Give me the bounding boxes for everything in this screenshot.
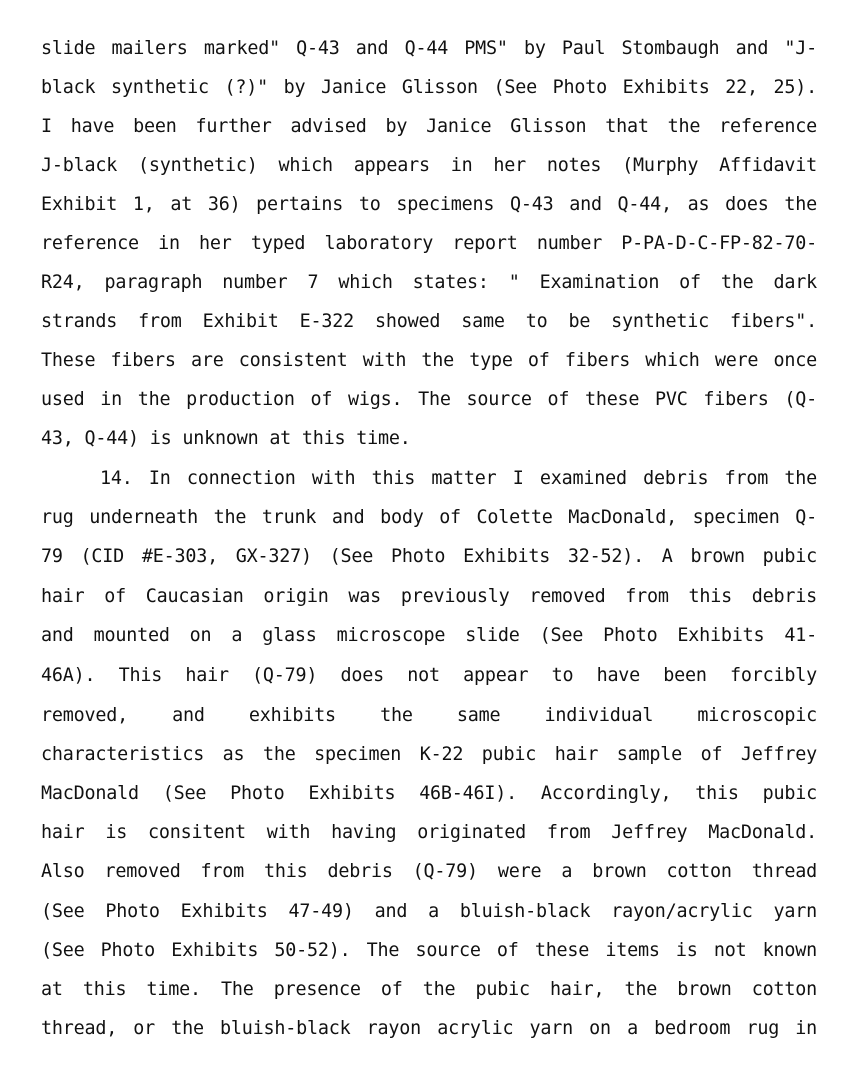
text-line-12: 14. In connection with this matter I examined debris from the xyxy=(100,468,817,489)
text-line-18: removed, and exhibits the same individual microscopic xyxy=(41,705,817,726)
text-line-9: These fibers are consistent with the type of fibers which were once xyxy=(41,350,817,371)
text-line-6: reference in her typed laboratory report number P-PA-D-C-FP-82-70- xyxy=(41,233,817,254)
text-line-1: slide mailers marked" Q-43 and Q-44 PMS" by Paul Stombaugh and "J- xyxy=(41,38,817,59)
text-line-3: I have been further advised by Janice Glisson that the reference xyxy=(41,116,817,137)
text-line-15: hair of Caucasian origin was previously removed from this debris xyxy=(41,586,817,607)
text-line-10: used in the production of wigs. The source of these PVC fibers (Q- xyxy=(41,389,817,410)
text-line-24: (See Photo Exhibits 50-52). The source of these items is not known xyxy=(41,940,817,961)
text-line-19: characteristics as the specimen K-22 pubic hair sample of Jeffrey xyxy=(41,744,817,765)
text-line-26: thread, or the bluish-black rayon acrylic yarn on a bedroom rug in xyxy=(41,1018,817,1039)
text-line-11: 43, Q-44) is unknown at this time. xyxy=(41,428,411,449)
text-line-8: strands from Exhibit E-322 showed same to be synthetic fibers". xyxy=(41,311,817,332)
text-line-14: 79 (CID #E-303, GX-327) (See Photo Exhibits 32-52). A brown pubic xyxy=(41,546,817,567)
text-line-22: Also removed from this debris (Q-79) were a brown cotton thread xyxy=(41,861,817,882)
text-line-21: hair is consitent with having originated from Jeffrey MacDonald. xyxy=(41,822,817,843)
text-line-2: black synthetic (?)" by Janice Glisson (See Photo Exhibits 22, 25). xyxy=(41,77,817,98)
text-line-16: and mounted on a glass microscope slide (See Photo Exhibits 41- xyxy=(41,625,817,646)
text-line-20: MacDonald (See Photo Exhibits 46B-46I). Accordingly, this pubic xyxy=(41,783,817,804)
text-line-13: rug underneath the trunk and body of Colette MacDonald, specimen Q- xyxy=(41,507,817,528)
text-line-5: Exhibit 1, at 36) pertains to specimens Q-43 and Q-44, as does the xyxy=(41,194,817,215)
text-line-4: J-black (synthetic) which appears in her notes (Murphy Affidavit xyxy=(41,155,817,176)
text-line-25: at this time. The presence of the pubic hair, the brown cotton xyxy=(41,979,817,1000)
text-line-7: R24, paragraph number 7 which states: " Examination of the dark xyxy=(41,272,817,293)
text-line-23: (See Photo Exhibits 47-49) and a bluish-black rayon/acrylic yarn xyxy=(41,901,817,922)
text-line-17: 46A). This hair (Q-79) does not appear to have been forcibly xyxy=(41,665,817,686)
